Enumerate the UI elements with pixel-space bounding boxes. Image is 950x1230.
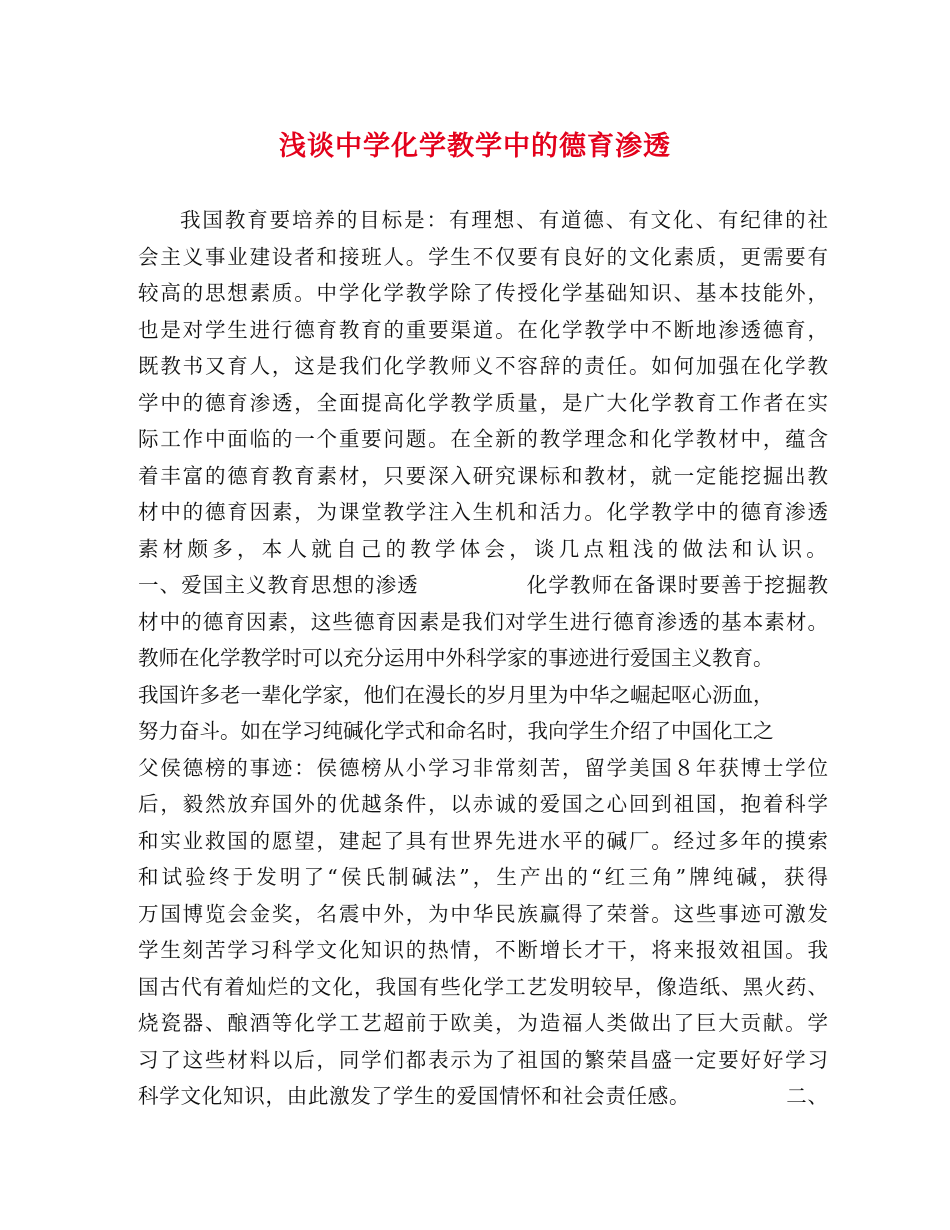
- body-line: 后，毅然放弃国外的优越条件，以赤诚的爱国之心回到祖国，抱着科学: [138, 792, 828, 816]
- body-line: 和试验终于发明了“侯氏制碱法”，生产出的“红三角”牌纯碱，获得: [138, 865, 828, 889]
- body-line: 既教书又育人，这是我们化学教师义不容辞的责任。如何加强在化学教: [138, 354, 828, 378]
- body-line: 材中的德育因素，为课堂教学注入生机和活力。化学教学中的德育渗透: [138, 500, 828, 524]
- body-line: 教师在化学教学时可以充分运用中外科学家的事迹进行爱国主义教育。: [138, 646, 774, 670]
- body-line: 和实业救国的愿望，建起了具有世界先进水平的碱厂。经过多年的摸索: [138, 828, 828, 853]
- body-line: 材中的德育因素，这些德育因素是我们对学生进行德育渗透的基本素材。: [138, 609, 828, 634]
- body-line: 我国教育要培养的目标是：有理想、有道德、有文化、有纪律的社: [180, 208, 828, 232]
- body-line: 烧瓷器、酿酒等化学工艺超前于欧美，为造福人类做出了巨大贡献。学: [138, 1011, 828, 1035]
- body-line: 素材颇多，本人就自己的教学体会，谈几点粗浅的做法和认识。: [138, 536, 828, 561]
- body-line: 国古代有着灿烂的文化，我国有些化学工艺发明较早，像造纸、黑火药、: [138, 974, 828, 999]
- document-body: [138, 202, 828, 1115]
- body-line: 努力奋斗。如在学习纯碱化学式和命名时，我向学生介绍了中国化工之: [138, 719, 774, 743]
- body-line: 我国许多老一辈化学家，他们在漫长的岁月里为中华之崛起呕心沥血，: [138, 682, 774, 707]
- body-line: 习了这些材料以后，同学们都表示为了祖国的繁荣昌盛一定要好好学习: [138, 1047, 828, 1072]
- body-line: 际工作中面临的一个重要问题。在全新的教学理念和化学教材中，蕴含: [138, 427, 828, 451]
- document-title: 浅谈中学化学教学中的德育渗透: [279, 131, 671, 162]
- body-line: 父侯德榜的事迹：侯德榜从小学习非常刻苦，留学美国８年获博士学位: [138, 755, 828, 780]
- body-line: 着丰富的德育教育素材，只要深入研究课标和教材，就一定能挖掘出教: [138, 463, 828, 488]
- body-line: 万国博览会金奖，名震中外，为中华民族赢得了荣誉。这些事迹可激发: [138, 901, 828, 926]
- body-line: 学中的德育渗透，全面提高化学教学质量，是广大化学教育工作者在实: [138, 390, 828, 415]
- section-heading-line: 一、爱国主义教育思想的渗透 化学教师在备课时要善于挖掘教: [138, 573, 828, 597]
- body-line: 科学文化知识，由此激发了学生的爱国情怀和社会责任感。 二、: [138, 1084, 828, 1108]
- body-line: 较高的思想素质。中学化学教学除了传授化学基础知识、基本技能外，: [138, 281, 828, 305]
- body-line: 会主义事业建设者和接班人。学生不仅要有良好的文化素质，更需要有: [138, 244, 828, 269]
- body-line: 学生刻苦学习科学文化知识的热情，不断增长才干，将来报效祖国。我: [138, 938, 828, 962]
- body-line: 也是对学生进行德育教育的重要渠道。在化学教学中不断地渗透德育，: [138, 317, 828, 342]
